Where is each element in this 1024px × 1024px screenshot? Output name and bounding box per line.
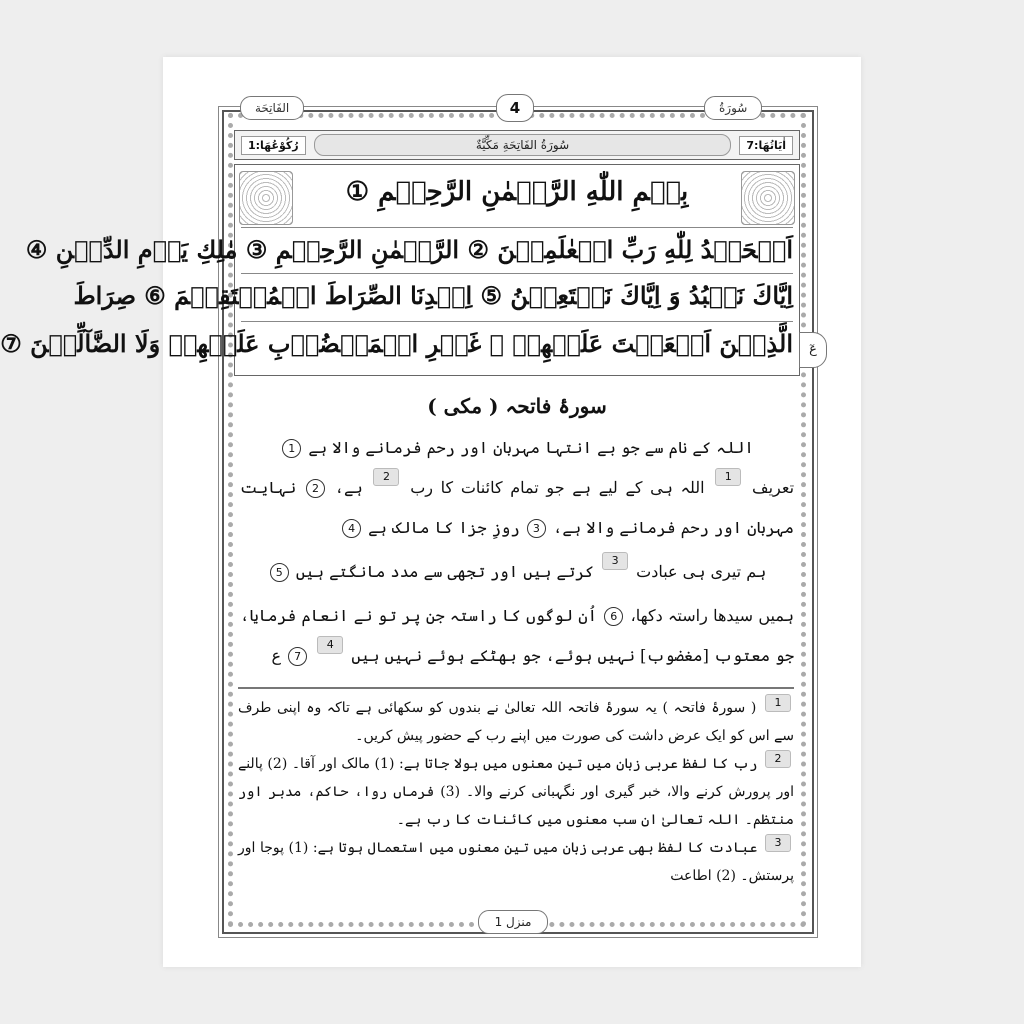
verse-6-text: ہمیں سیدھا راستہ دکھا،: [630, 606, 794, 625]
arabic-line-1: اَلۡحَمۡدُ لِلّٰهِ رَبِّ الۡعٰلَمِيۡنَ ② الرَّحۡمٰنِ الرَّحِيۡمِ ③ مٰلِكِ يَوۡمِ الدِّيۡنِ ④: [241, 227, 793, 272]
translation-verses-6-7: [240, 596, 794, 676]
verse-number-3: 3: [527, 519, 546, 538]
verse-2-start: تعریف: [752, 478, 795, 497]
footnote-2: [238, 750, 794, 834]
ruku-count: رُكُوْعُهَا:1: [241, 136, 306, 155]
manzil-marker: منزل 1: [478, 910, 548, 934]
sura-title-band: [234, 130, 800, 160]
footnote-2-number: 2: [765, 750, 791, 768]
verse-5-start: ہم تیری ہی عبادت: [636, 562, 767, 581]
verse-number-5: 5: [270, 563, 289, 582]
footnote-marker-4[interactable]: 4: [317, 636, 343, 654]
ornament-left: [239, 171, 293, 225]
ruku-end-mark: ع: [271, 646, 282, 665]
verse-number-2: 2: [306, 479, 325, 498]
footnote-3-text: عبادت کا لفظ بھی عربی زبان میں تین معنوں میں استعمال ہوتا ہے: (1) پوجا اور پرستش۔ (2) اطاعت: [238, 840, 794, 884]
footnote-marker-1[interactable]: 1: [715, 468, 741, 486]
translation-verses-2-4: [240, 468, 794, 548]
verse-4-text: روزِ جزا کا مالک ہے: [368, 518, 520, 537]
ayat-count: اٰيَاتُهَا:7: [739, 136, 793, 155]
verse-5-text: کرتے ہیں اور تجھی سے مدد مانگتے ہیں: [295, 562, 594, 581]
footnote-1-text: ( سورۂ فاتحہ ) یہ سورۂ فاتحہ اللہ تعالیٰ نے بندوں کو سکھائی ہے تاکہ وہ اپنی طرف سے اس کو ایک عرض داشت کی صورت میں اپنے رب کے حضور پیش کریں۔: [238, 700, 794, 744]
arabic-line-3: الَّذِيۡنَ اَنۡعَمۡتَ عَلَيۡهِمۡ ۙ غَيۡرِ الۡمَغۡضُوۡبِ عَلَيۡهِمۡ وَلَا الضَّآلِّيۡنَ ⑦: [241, 321, 793, 366]
footnote-3-number: 3: [765, 834, 791, 852]
verse-2-text: اللہ ہی کے لیے ہے جو تمام کائنات کا رب: [410, 478, 705, 497]
footnote-3: [238, 834, 794, 890]
arabic-line-2: اِيَّاكَ نَعۡبُدُ وَ اِيَّاكَ نَسۡتَعِيۡنُ ⑤ اِهۡدِنَا الصِّرَاطَ الۡمُسۡتَقِيۡمَ ⑥ صِرَاطَ: [241, 273, 793, 318]
bismillah: بِسۡمِ اللّٰهِ الرَّحۡمٰنِ الرَّحِيۡمِ ①: [345, 177, 689, 207]
translation-heading: سورۂ فاتحہ ( مکی ): [427, 394, 607, 418]
verse-number-1: 1: [282, 439, 301, 458]
footnotes-section: [238, 694, 794, 890]
footnote-2-text: رب کا لفظ عربی زبان میں تین معنوں میں بولا جاتا ہے: (1) مالک اور آقا۔ (2) پالنے اور پرورش کرنے والا، خبر گیری اور نگہبانی کرنے والا۔ (3) فرماں روا، حاکم، مدبر اور منتظم۔ اللہ تعالیٰ ان سب معنوں میں کائنات کا رب ہے۔: [238, 756, 794, 828]
ruku-marker: عٓ: [799, 332, 827, 368]
verse-1-text: اللہ کے نام سے جو بے انتہا مہربان اور رحم فرمانے والا ہے: [308, 438, 754, 457]
verse-number-6: 6: [604, 607, 623, 626]
page-number: 4: [496, 94, 534, 122]
footnote-1-number: 1: [765, 694, 791, 712]
translation-verse-1: [240, 428, 794, 468]
translation-verse-5: [240, 552, 794, 592]
ornament-right: [741, 171, 795, 225]
footnote-marker-3[interactable]: 3: [602, 552, 628, 570]
verse-number-4: 4: [342, 519, 361, 538]
arabic-text-block: [0, 164, 800, 376]
verse-7-text: اُن لوگوں کا راستہ جن پر تو نے انعام فرمایا، جو معتوب [مغضوب] نہیں ہوئے، جو بھٹکے ہوئے نہیں ہیں: [240, 606, 794, 665]
footnote-1: [238, 694, 794, 750]
verse-3-text: نہایت مہربان اور رحم فرمانے والا ہے،: [240, 478, 794, 537]
header-sura-tab: سُورَةُ: [704, 96, 762, 120]
footnotes-divider: [238, 687, 794, 689]
verse-number-7: 7: [288, 647, 307, 666]
header-sura-name-tab: الفَاتِحَة: [240, 96, 304, 120]
verse-2-end: ہے،: [334, 478, 363, 497]
sura-title: سُورَةُ الفَاتِحَةِ مَكِّيَّةٌ: [314, 134, 732, 156]
footnote-marker-2[interactable]: 2: [373, 468, 399, 486]
